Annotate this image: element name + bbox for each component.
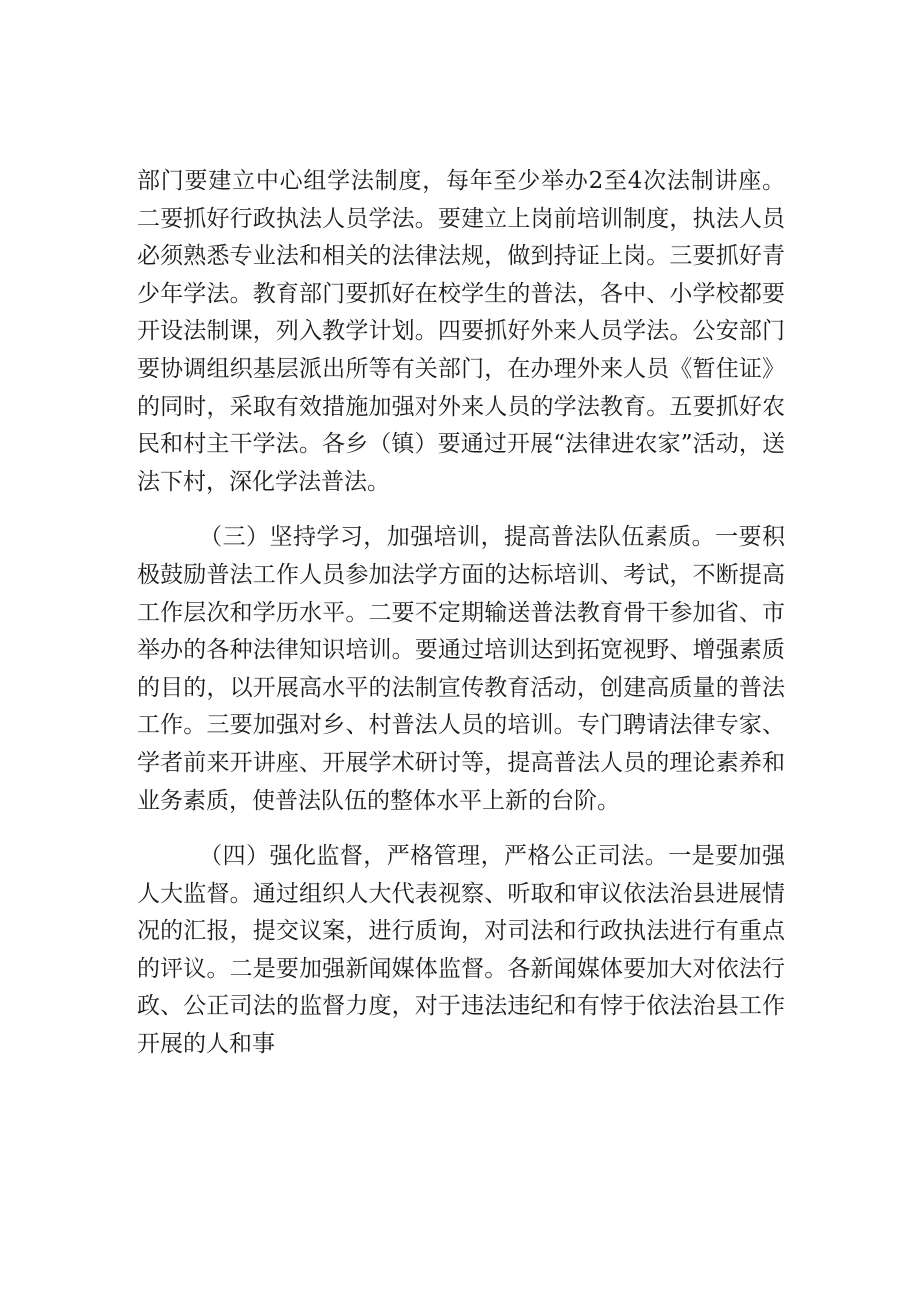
paragraph-section-4: （四）强化监督，严格管理，严格公正司法。一是要加强人大监督。通过组织人大代表视察、听取和审议依法治县进展情况的汇报，提交议案，进行质询，对司法和行政执法进行有重点的评议。二是要加强新闻媒体监督。各新闻媒体要加大对依法行政、公正司法的监督力度，对于违法违纪和有悖于依法治县工作开展的人和事 xyxy=(137,843,785,1058)
document-body xyxy=(137,163,785,1064)
paragraph-continuation: 部门要建立中心组学法制度，每年至少举办2至4次法制讲座。二要抓好行政执法人员学法。要建立上岗前培训制度，执法人员必须熟悉专业法和相关的法律法规，做到持证上岗。三要抓好青少年学法。教育部门要抓好在校学生的普法，各中、小学校都要开设法制课，列入教学计划。四要抓好外来人员学法。公安部门要协调组织基层派出所等有关部门，在办理外来人员《暂住证》的同时，采取有效措施加强对外来人员的学法教育。五要抓好农民和村主干学法。各乡（镇）要通过开展“法律进农家”活动，送法下村，深化学法普法。 xyxy=(137,168,785,495)
paragraph-section-3: （三）坚持学习，加强培训，提高普法队伍素质。一要积极鼓励普法工作人员参加法学方面的达标培训、考试，不断提高工作层次和学历水平。二要不定期输送普法教育骨干参加省、市举办的各种法律知识培训。要通过培训达到拓宽视野、增强素质的目的，以开展高水平的法制宣传教育活动，创建高质量的普法工作。三要加强对乡、村普法人员的培训。专门聘请法律专家、学者前来开讲座、开展学术研讨等，提高普法人员的理论素养和业务素质，使普法队伍的整体水平上新的台阶。 xyxy=(137,524,785,814)
